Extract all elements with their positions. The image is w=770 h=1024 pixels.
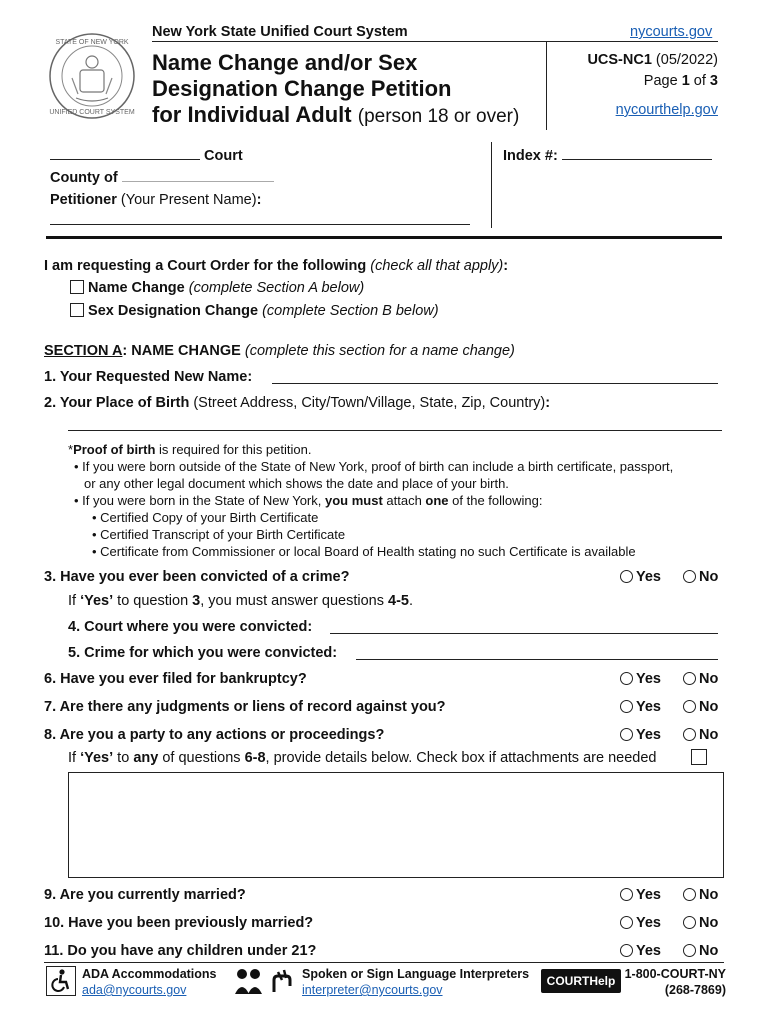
request-intro: I am requesting a Court Order for the following (check all that apply): (44, 258, 509, 274)
conviction-crime-field[interactable] (356, 659, 718, 660)
court-seal-icon (48, 32, 136, 120)
ada-block: ADA Accommodations ada@nycourts.gov (82, 967, 217, 997)
q7-yes[interactable]: Yes (620, 699, 661, 715)
index-line: Index #: (503, 148, 712, 164)
q9-label: 9. Are you currently married? (44, 887, 246, 903)
page-title: Name Change and/or Sex Designation Change Petition for Individual Adult (person 18 or over) (152, 50, 520, 127)
q8-label: 8. Are you a party to any actions or proceedings? (44, 727, 385, 743)
q7-no[interactable]: No (683, 699, 718, 715)
radio-icon (620, 728, 633, 741)
radio-icon (683, 672, 696, 685)
q3-no[interactable]: No (683, 569, 718, 585)
svg-text:UNIFIED COURT SYSTEM: UNIFIED COURT SYSTEM (49, 109, 135, 116)
petitioner-line: Petitioner (Your Present Name): (50, 192, 262, 208)
q3-note: If ‘Yes’ to question 3, you must answer questions 4-5. (68, 593, 414, 609)
header-divider (546, 42, 547, 130)
header-rule (152, 41, 718, 42)
radio-icon (620, 944, 633, 957)
radio-icon (683, 728, 696, 741)
accessibility-icon (46, 966, 76, 996)
sign-language-icon (268, 966, 298, 996)
courthelp-logo: COURTHelp (541, 969, 621, 993)
option-sex-designation: Sex Designation Change (complete Section B below) (70, 303, 439, 319)
q6-label: 6. Have you ever filed for bankruptcy? (44, 671, 307, 687)
interpreter-people-icon (233, 966, 263, 996)
q5-label: 5. Crime for which you were convicted: (68, 645, 338, 661)
name-change-checkbox[interactable] (70, 280, 84, 294)
q4-label: 4. Court where you were convicted: (68, 619, 313, 635)
q10-no[interactable]: No (683, 915, 718, 931)
q3-yes[interactable]: Yes (620, 569, 661, 585)
conviction-court-field[interactable] (330, 633, 718, 634)
q6-no[interactable]: No (683, 671, 718, 687)
radio-icon (620, 570, 633, 583)
radio-icon (620, 700, 633, 713)
q3-label: 3. Have you ever been convicted of a crime? (44, 569, 350, 585)
q9-yes[interactable]: Yes (620, 887, 661, 903)
sex-designation-checkbox[interactable] (70, 303, 84, 317)
radio-icon (620, 916, 633, 929)
radio-icon (683, 700, 696, 713)
proof-of-birth-note: *Proof of birth is required for this petition. • If you were born outside of the State of New York, proof of birth can include a birth certificate, passport, or any other legal document which shows the date and place of your birth. • If you were born in the State of New York, you must attach one of the following: • Certified Copy of your Birth Certificate • Certified Transcript of your Birth Certificate • Certificate from Commissioner or local Board of Health stating no such Certificate is available (68, 442, 674, 559)
q1-label: 1. Your Requested New Name: (44, 369, 253, 385)
q9-no[interactable]: No (683, 887, 718, 903)
radio-icon (683, 570, 696, 583)
court-line: Court (50, 148, 243, 164)
attachments-checkbox[interactable] (691, 749, 707, 765)
agency-name: New York State Unified Court System (152, 24, 408, 40)
birth-place-field[interactable] (68, 430, 722, 431)
caption-rule (46, 236, 722, 239)
caption-divider (491, 142, 492, 228)
radio-icon (683, 916, 696, 929)
county-line: County of (50, 170, 274, 186)
q11-yes[interactable]: Yes (620, 943, 661, 959)
form-info: UCS-NC1 (05/2022) Page 1 of 3 nycourthelp.gov (587, 52, 718, 118)
q8-note: If ‘Yes’ to any of questions 6-8, provide details below. Check box if attachments are needed (68, 750, 657, 766)
radio-icon (683, 888, 696, 901)
courthelp-phone: 1-800-COURT-NY (268-7869) (624, 967, 726, 997)
radio-icon (620, 888, 633, 901)
radio-icon (683, 944, 696, 957)
q11-label: 11. Do you have any children under 21? (44, 943, 317, 959)
q10-label: 10. Have you been previously married? (44, 915, 314, 931)
q11-no[interactable]: No (683, 943, 718, 959)
q7-label: 7. Are there any judgments or liens of record against you? (44, 699, 446, 715)
radio-icon (620, 672, 633, 685)
court-field[interactable] (50, 159, 200, 160)
option-name-change: Name Change (complete Section A below) (70, 280, 364, 296)
q6-yes[interactable]: Yes (620, 671, 661, 687)
petitioner-field[interactable] (50, 224, 470, 225)
q10-yes[interactable]: Yes (620, 915, 661, 931)
details-textarea[interactable] (68, 772, 724, 878)
index-field[interactable] (562, 159, 712, 160)
nycourts-link[interactable]: nycourts.gov (630, 24, 713, 40)
nycourthelp-link[interactable]: nycourthelp.gov (615, 102, 718, 118)
county-field[interactable] (122, 181, 274, 182)
q2-label: 2. Your Place of Birth (Street Address, City/Town/Village, State, Zip, Country): (44, 395, 551, 411)
section-a-heading: SECTION A: NAME CHANGE (complete this section for a name change) (44, 343, 515, 359)
ada-email-link[interactable]: ada@nycourts.gov (82, 983, 187, 997)
q8-yes[interactable]: Yes (620, 727, 661, 743)
svg-text:STATE OF NEW YORK: STATE OF NEW YORK (55, 39, 129, 46)
q8-no[interactable]: No (683, 727, 718, 743)
interpreter-email-link[interactable]: interpreter@nycourts.gov (302, 983, 443, 997)
footer-rule (44, 962, 724, 963)
interpreter-block: Spoken or Sign Language Interpreters interpreter@nycourts.gov (302, 967, 530, 997)
new-name-field[interactable] (272, 383, 718, 384)
